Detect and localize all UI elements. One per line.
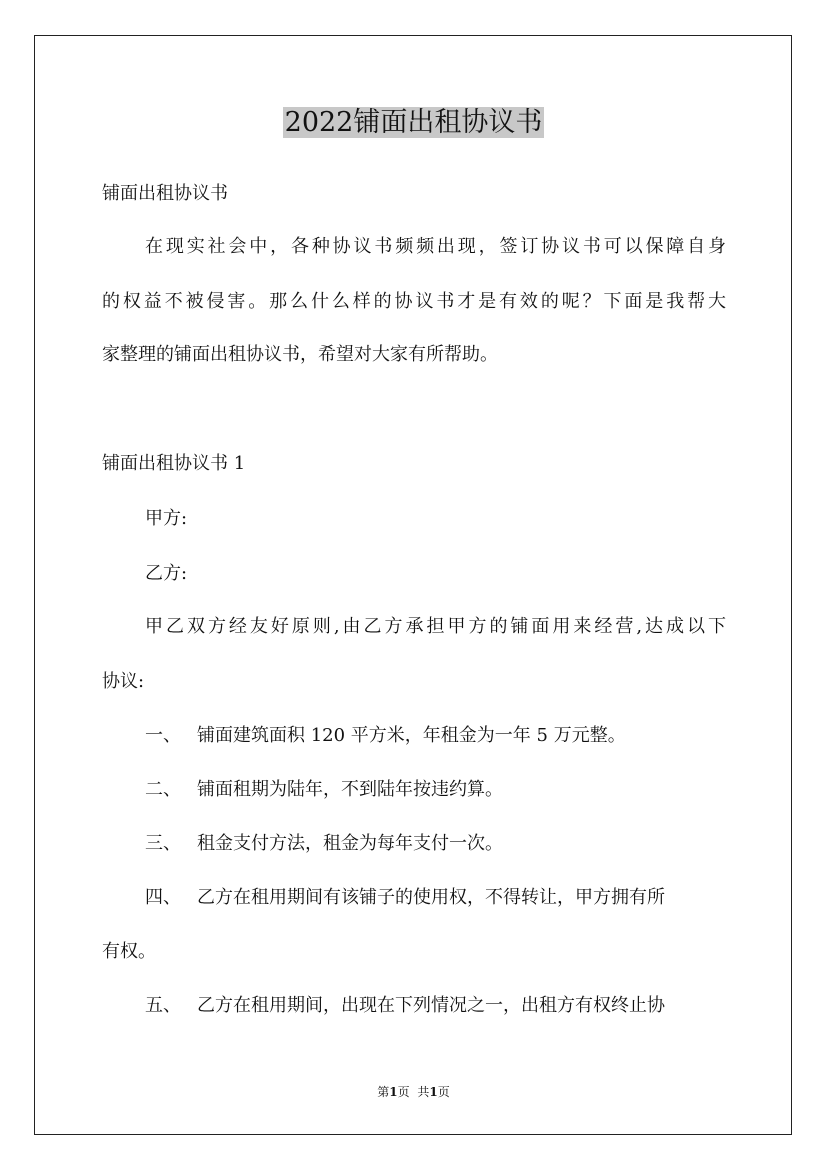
clause-3 (145, 832, 503, 856)
footer-page-number: 1 (389, 1085, 398, 1099)
footer-total-suffix: 页 (437, 1085, 450, 1099)
footer-total-number: 1 (429, 1085, 438, 1099)
agreement-line-2: 协议: (102, 671, 145, 692)
party-b-label: 乙方: (145, 563, 188, 584)
clause-1 (145, 724, 626, 748)
intro-line-1: 在现实社会中，各种协议书频频出现，签订协议书可以保障自身 (145, 236, 726, 257)
intro-line-2: 的权益不被侵害。那么什么样的协议书才是有效的呢？下面是我帮大 (102, 291, 726, 312)
footer-page-prefix: 第 (377, 1085, 390, 1099)
clause-number: 一、 (145, 725, 181, 746)
page-footer (0, 1083, 827, 1101)
clause-2 (145, 778, 503, 802)
clause-number: 三、 (145, 833, 181, 854)
intro-line-3: 家整理的铺面出租协议书，希望对大家有所帮助。 (102, 344, 498, 365)
document-title-text: 2022铺面出租协议书 (284, 107, 543, 138)
document-title (0, 104, 827, 142)
clause-number: 四、 (145, 887, 181, 908)
clause-text: 乙方在租用期间，出现在下列情况之一，出租方有权终止协 (197, 995, 665, 1016)
agreement-line-1: 甲乙双方经友好原则,由乙方承担甲方的铺面用来经营,达成以下 (145, 616, 726, 637)
clause-4-continued: 有权。 (102, 941, 156, 962)
subtitle: 铺面出租协议书 (102, 183, 228, 204)
section-heading: 铺面出租协议书 1 (102, 453, 246, 474)
clause-number: 五、 (145, 995, 181, 1016)
clause-text: 乙方在租用期间有该铺子的使用权，不得转让，甲方拥有所 (197, 887, 665, 908)
clause-5 (145, 994, 665, 1018)
clause-text: 租金支付方法，租金为每年支付一次。 (197, 833, 503, 854)
footer-page-suffix: 页 (397, 1085, 410, 1099)
clause-text: 铺面建筑面积 120 平方米，年租金为一年 5 万元整。 (197, 725, 626, 746)
clause-number: 二、 (145, 779, 181, 800)
party-a-label: 甲方: (145, 508, 188, 529)
clause-4 (145, 886, 726, 910)
footer-total-prefix: 共 (417, 1085, 430, 1099)
clause-text: 铺面租期为陆年，不到陆年按违约算。 (197, 779, 503, 800)
